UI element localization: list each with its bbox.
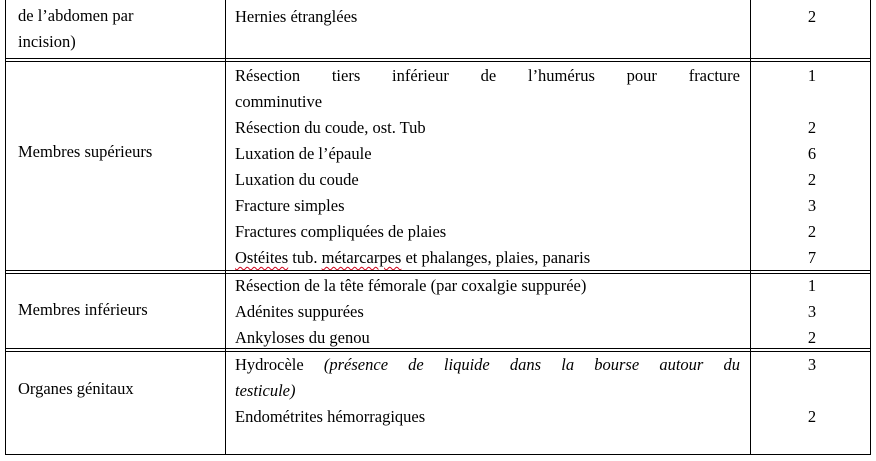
procedure-fragment: et phalanges, plaies, panaris	[401, 248, 591, 267]
count-value: 3	[807, 196, 817, 215]
region-label: incision)	[18, 32, 76, 51]
procedure-text: Ankyloses du genou	[235, 328, 370, 347]
procedure-text: Résection de la tête fémorale (par coxalgie suppurée)	[235, 276, 587, 295]
count-value: 2	[807, 222, 817, 241]
region-cell: Membres inférieurs	[18, 300, 148, 319]
procedure-fragment: Hydrocèle	[235, 355, 324, 374]
count-value: 2	[807, 407, 817, 426]
procedure-text: Adénites suppurées	[235, 302, 364, 321]
procedure-line: Résection tiers inférieur de l’humérus pour fracture	[235, 66, 740, 85]
procedure-text: Endométrites hémorragiques	[235, 407, 426, 426]
table-row	[6, 270, 870, 349]
region-cell	[18, 3, 218, 55]
count-value: 2	[807, 170, 817, 189]
region-cell: Membres supérieurs	[18, 142, 153, 161]
count-value: 2	[807, 118, 817, 137]
procedure-note: testicule)	[235, 381, 296, 400]
count-value: 2	[807, 328, 817, 347]
table-row	[6, 0, 870, 58]
table-row	[6, 348, 870, 455]
spellcheck-word: Ostéites	[235, 248, 289, 267]
count-value: 7	[807, 248, 817, 267]
procedure-text: Fracture simples	[235, 196, 345, 215]
count-value: 6	[807, 144, 817, 163]
procedure-text	[235, 63, 740, 115]
procedure-note: (présence de liquide dans la bourse autour du	[323, 355, 740, 374]
procedure-text	[235, 245, 740, 271]
procedure-text: Luxation du coude	[235, 170, 359, 189]
procedure-fragment: tub.	[288, 248, 322, 267]
procedure-text: Résection du coude, ost. Tub	[235, 118, 426, 137]
procedure-text: Fractures compliquées de plaies	[235, 222, 447, 241]
spellcheck-word: métarcarpes	[321, 248, 402, 267]
procedure-text: Luxation de l’épaule	[235, 144, 372, 163]
procedure-text: Hernies étranglées	[235, 7, 358, 26]
count-value: 1	[807, 276, 817, 295]
table-row	[6, 58, 870, 271]
count-value: 2	[807, 7, 817, 26]
count-value: 1	[807, 66, 817, 85]
count-value: 3	[807, 355, 817, 374]
surgery-table	[5, 0, 871, 455]
region-label: de l’abdomen par	[18, 6, 134, 25]
procedure-line: comminutive	[235, 92, 323, 111]
region-cell: Organes génitaux	[18, 379, 134, 398]
procedure-text	[235, 352, 740, 404]
count-value: 3	[807, 302, 817, 321]
